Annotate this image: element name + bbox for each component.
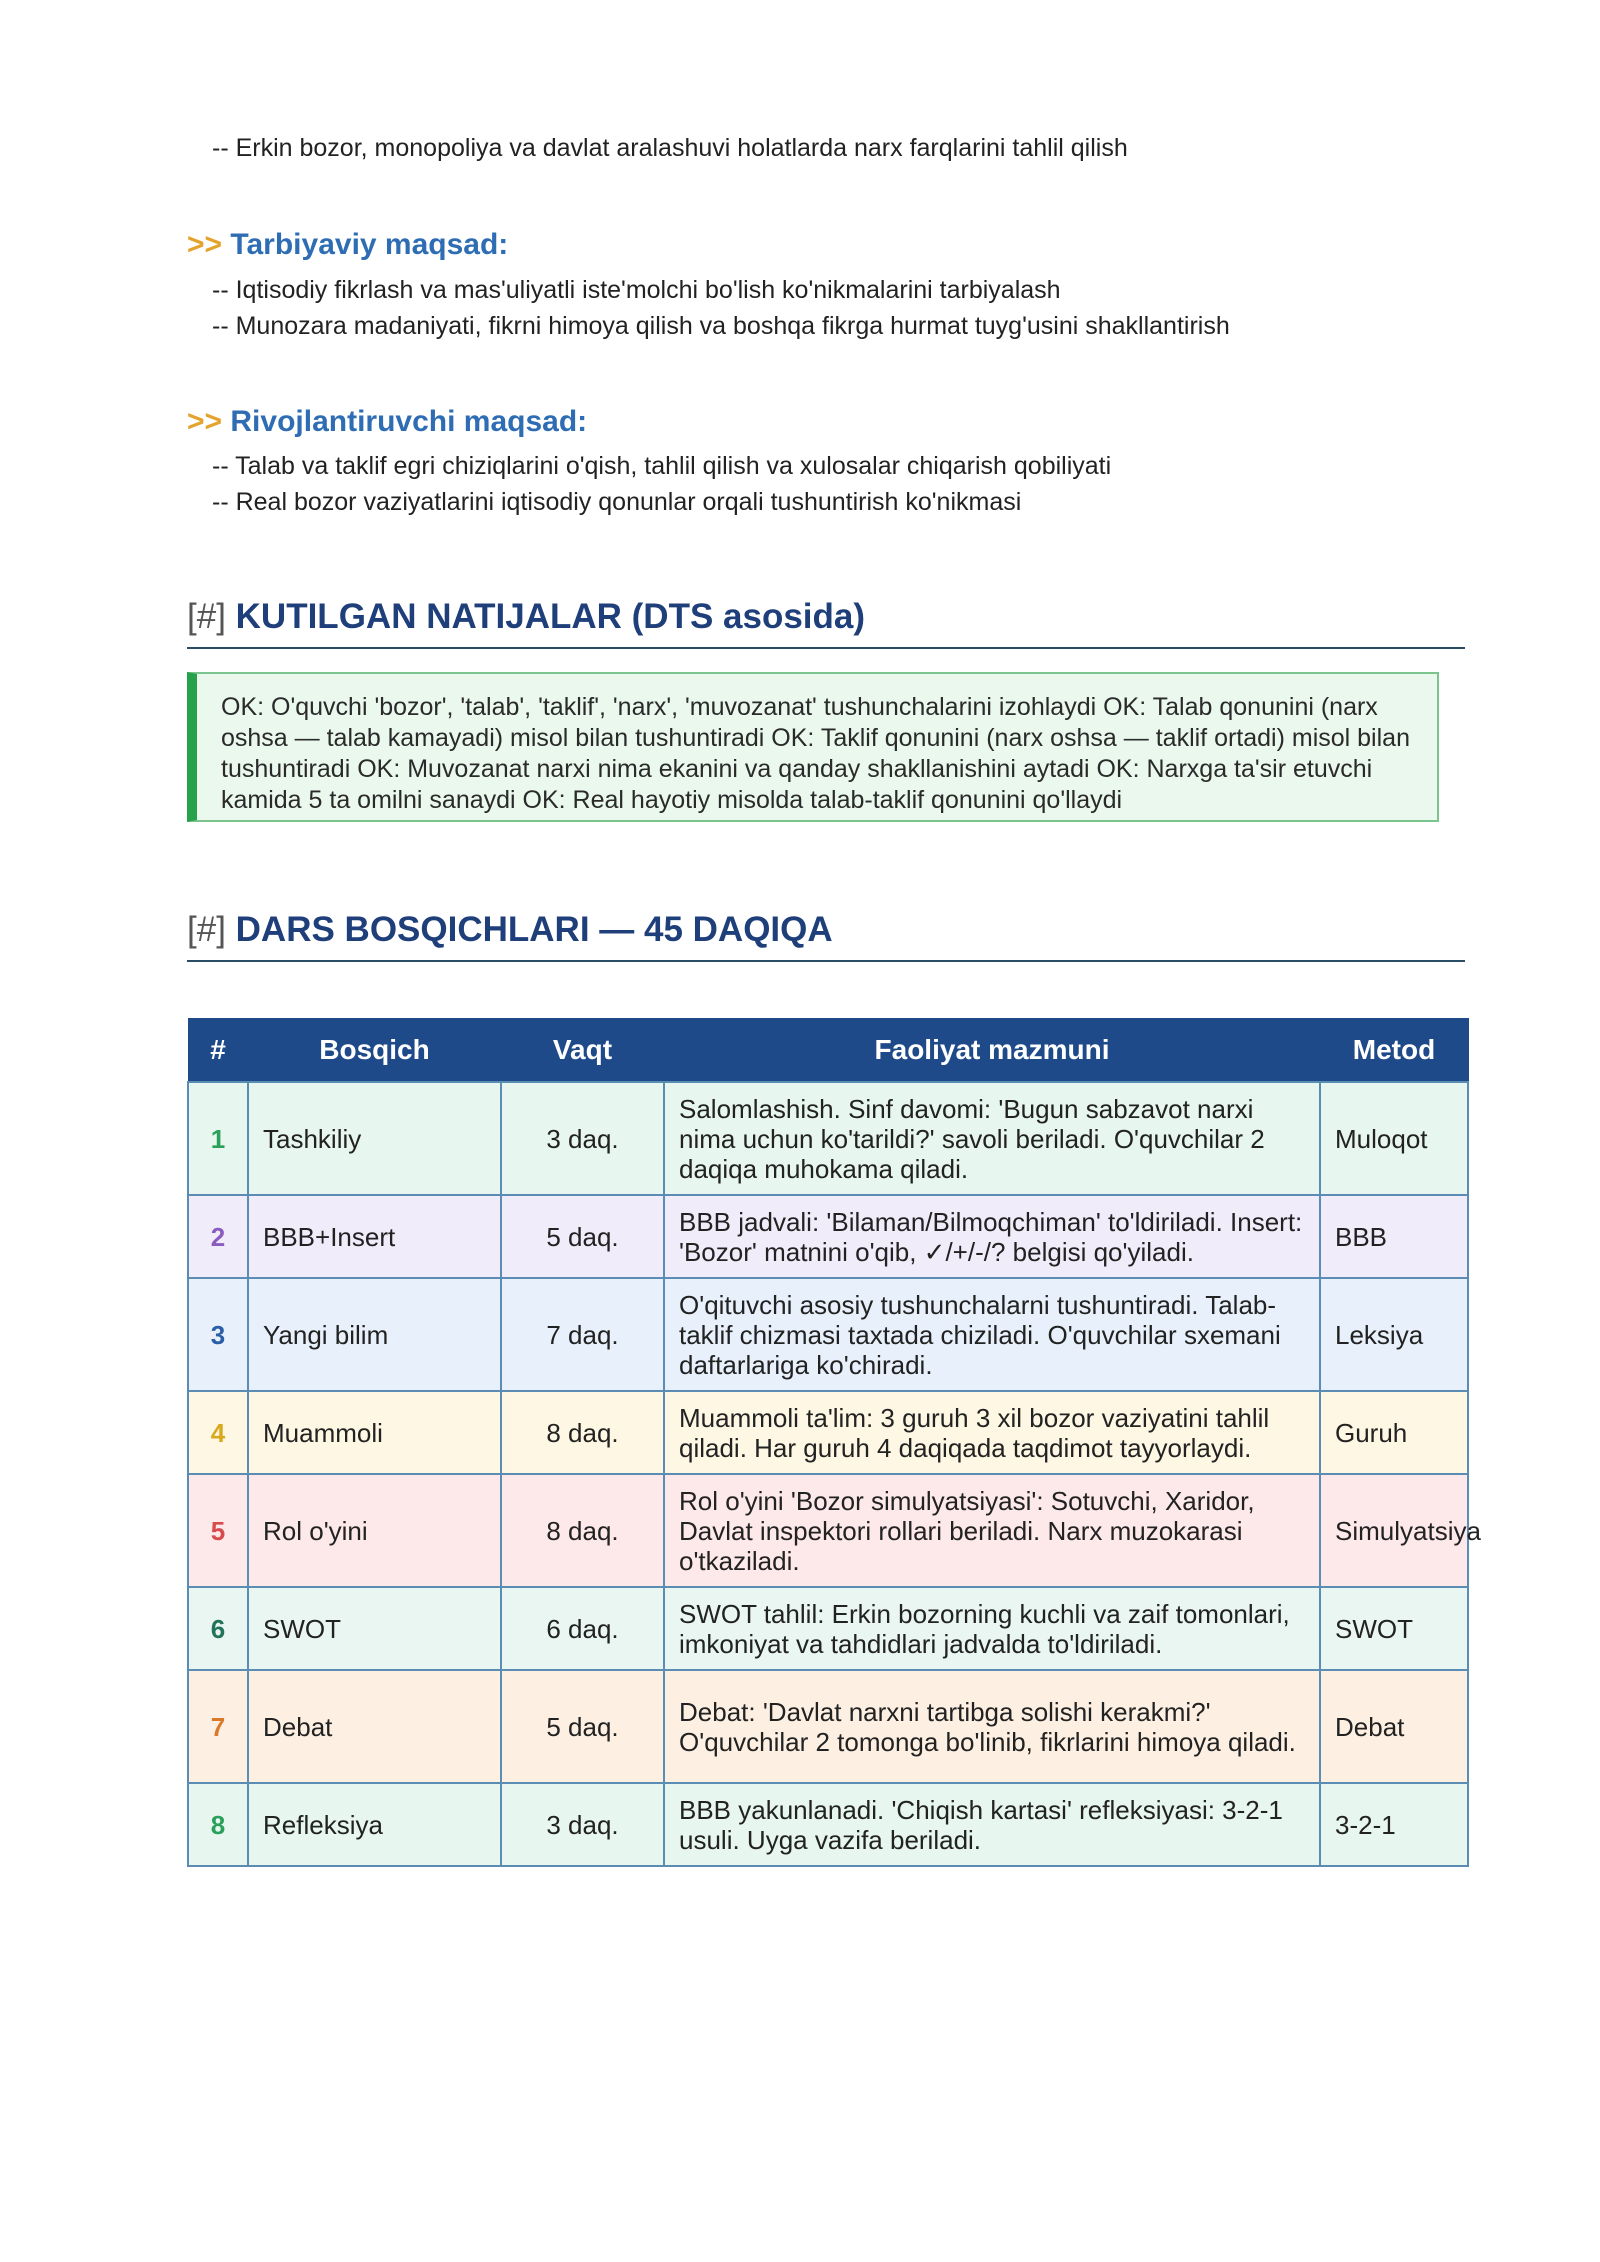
- stages-title: DARS BOSQICHLARI — 45 DAQIQA: [235, 910, 833, 949]
- row-method: Guruh: [1320, 1391, 1468, 1474]
- row-time: 8 daq.: [501, 1474, 664, 1587]
- goal-top-bullet: -- Erkin bozor, monopoliya va davlat aralashuvi holatlarda narx farqlarini tahlil qilish: [212, 134, 1128, 162]
- outcomes-marker: [#]: [187, 597, 226, 636]
- row-method: 3-2-1: [1320, 1783, 1468, 1866]
- row-method: Muloqot: [1320, 1082, 1468, 1195]
- table-row: [188, 1670, 1468, 1783]
- row-time: 6 daq.: [501, 1587, 664, 1670]
- row-num: 7: [188, 1670, 248, 1783]
- row-method: SWOT: [1320, 1587, 1468, 1670]
- table-row: [188, 1783, 1468, 1866]
- row-num: 5: [188, 1474, 248, 1587]
- row-num: 6: [188, 1587, 248, 1670]
- row-method: BBB: [1320, 1195, 1468, 1278]
- row-stage: SWOT: [248, 1587, 501, 1670]
- tarbiyaviy-marker: >>: [187, 228, 223, 261]
- row-stage: Yangi bilim: [248, 1278, 501, 1391]
- table-row: [188, 1082, 1468, 1195]
- stages-heading: [187, 910, 1465, 962]
- outcomes-title: KUTILGAN NATIJALAR (DTS asosida): [235, 597, 866, 636]
- row-time: 3 daq.: [501, 1783, 664, 1866]
- header-num: #: [188, 1019, 248, 1083]
- header-method: Metod: [1320, 1019, 1468, 1083]
- row-activity: Debat: 'Davlat narxni tartibga solishi kerakmi?' O'quvchilar 2 tomonga bo'linib, fikrlarini himoya qiladi.: [664, 1670, 1320, 1783]
- row-num: 3: [188, 1278, 248, 1391]
- table-row: [188, 1195, 1468, 1278]
- rivojlantiruvchi-item: -- Talab va taklif egri chiziqlarini o'qish, tahlil qilish va xulosalar chiqarish qobiliyati: [212, 452, 1112, 480]
- header-time: Vaqt: [501, 1019, 664, 1083]
- row-activity: Salomlashish. Sinf davomi: 'Bugun sabzavot narxi nima uchun ko'tarildi?' savoli beriladi. O'quvchilar 2 daqiqa muhokama qiladi.: [664, 1082, 1320, 1195]
- row-stage: Debat: [248, 1670, 501, 1783]
- row-time: 8 daq.: [501, 1391, 664, 1474]
- row-method: Leksiya: [1320, 1278, 1468, 1391]
- table-row: [188, 1391, 1468, 1474]
- rivojlantiruvchi-item: -- Real bozor vaziyatlarini iqtisodiy qonunlar orqali tushuntirish ko'nikmasi: [212, 488, 1022, 516]
- rivojlantiruvchi-title: Rivojlantiruvchi maqsad:: [230, 405, 588, 438]
- row-stage: Rol o'yini: [248, 1474, 501, 1587]
- row-activity: O'qituvchi asosiy tushunchalarni tushuntiradi. Talab-taklif chizmasi taxtada chiziladi. O'quvchilar sxemani daftarlariga ko'chiradi.: [664, 1278, 1320, 1391]
- table-row: [188, 1474, 1468, 1587]
- row-stage: Refleksiya: [248, 1783, 501, 1866]
- row-stage: BBB+Insert: [248, 1195, 501, 1278]
- row-method: Debat: [1320, 1670, 1468, 1783]
- row-stage: Tashkiliy: [248, 1082, 501, 1195]
- header-stage: Bosqich: [248, 1019, 501, 1083]
- row-num: 2: [188, 1195, 248, 1278]
- tarbiyaviy-item: -- Munozara madaniyati, fikrni himoya qilish va boshqa fikrga hurmat tuyg'usini shakllantirish: [212, 312, 1230, 340]
- row-num: 8: [188, 1783, 248, 1866]
- outcomes-box: [187, 672, 1439, 822]
- tarbiyaviy-title: Tarbiyaviy maqsad:: [230, 228, 509, 261]
- row-method: Simulyatsiya: [1320, 1474, 1468, 1587]
- row-activity: SWOT tahlil: Erkin bozorning kuchli va zaif tomonlari, imkoniyat va tahdidlari jadvalda to'ldiriladi.: [664, 1587, 1320, 1670]
- tarbiyaviy-item: -- Iqtisodiy fikrlash va mas'uliyatli iste'molchi bo'lish ko'nikmalarini tarbiyalash: [212, 276, 1061, 304]
- tarbiyaviy-heading: [187, 228, 508, 262]
- outcomes-text: OK: O'quvchi 'bozor', 'talab', 'taklif', 'narx', 'muvozanat' tushunchalarini izohlaydi OK: Talab qonunini (narx oshsa — talab kamayadi) misol bilan tushuntiradi OK: Taklif qonunini (narx oshsa — taklif ortadi) misol bilan tushuntiradi OK: Muvozanat narxi nima ekanini va qanday shakllanishini aytadi OK: Narxga ta'sir etuvchi kamida 5 ta omilni sanaydi OK: Real hayotiy misolda talab-taklif qonunini qo'llaydi: [221, 693, 1410, 814]
- table-row: [188, 1587, 1468, 1670]
- row-time: 5 daq.: [501, 1670, 664, 1783]
- table-header-row: [188, 1019, 1468, 1083]
- row-num: 4: [188, 1391, 248, 1474]
- outcomes-heading: [187, 597, 1465, 649]
- stages-marker: [#]: [187, 910, 226, 949]
- table-row: [188, 1278, 1468, 1391]
- row-num: 1: [188, 1082, 248, 1195]
- row-activity: BBB yakunlanadi. 'Chiqish kartasi' refleksiyasi: 3-2-1 usuli. Uyga vazifa beriladi.: [664, 1783, 1320, 1866]
- row-time: 7 daq.: [501, 1278, 664, 1391]
- row-activity: Muammoli ta'lim: 3 guruh 3 xil bozor vaziyatini tahlil qiladi. Har guruh 4 daqiqada taqdimot tayyorlaydi.: [664, 1391, 1320, 1474]
- stages-table: [187, 1018, 1481, 1867]
- row-activity: Rol o'yini 'Bozor simulyatsiyasi': Sotuvchi, Xaridor, Davlat inspektori rollari beriladi. Narx muzokarasi o'tkaziladi.: [664, 1474, 1320, 1587]
- row-time: 5 daq.: [501, 1195, 664, 1278]
- header-activity: Faoliyat mazmuni: [664, 1019, 1320, 1083]
- row-stage: Muammoli: [248, 1391, 501, 1474]
- rivojlantiruvchi-marker: >>: [187, 405, 223, 438]
- rivojlantiruvchi-heading: [187, 405, 587, 439]
- row-activity: BBB jadvali: 'Bilaman/Bilmoqchiman' to'ldiriladi. Insert: 'Bozor' matnini o'qib, ✓/+/-/? belgisi qo'yiladi.: [664, 1195, 1320, 1278]
- row-time: 3 daq.: [501, 1082, 664, 1195]
